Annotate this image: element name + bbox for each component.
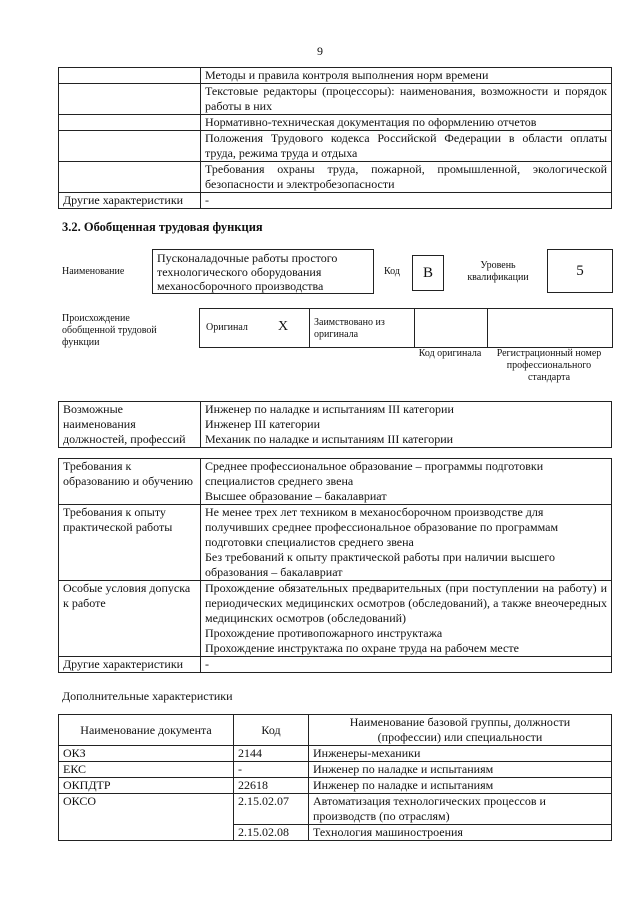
- original-mark: Х: [278, 319, 289, 334]
- table-row: [59, 794, 612, 825]
- experience-list: [201, 505, 612, 581]
- table-cell: Автоматизация технологических процессов и производств (по отраслям): [309, 794, 612, 825]
- table-cell: [59, 115, 201, 131]
- table-row: [59, 162, 612, 193]
- divider: [487, 309, 488, 347]
- list-item: Не менее трех лет техником в механосборочном производстве для получивших среднее профессиональное образование по программам подготовки специалистов среднего звена: [205, 505, 559, 549]
- divider: [309, 309, 310, 347]
- table-row: [59, 84, 612, 115]
- table-cell: Текстовые редакторы (процессоры): наименования, возможности и порядок работы в них: [201, 84, 612, 115]
- positions-table: [58, 401, 612, 448]
- table-cell: [59, 68, 201, 84]
- table-row: [59, 581, 612, 657]
- table-row: [59, 402, 612, 448]
- table-cell: Технология машиностроения: [309, 825, 612, 841]
- table-cell: Положения Трудового кодекса Российской Федерации в области оплаты труда, режима труда и отдыха: [201, 131, 612, 162]
- level-value-box: 5: [547, 249, 613, 293]
- positions-list: [201, 402, 612, 448]
- origin-label: Происхождение обобщенной трудовой функции: [62, 313, 157, 348]
- header-cell: Наименование документа: [59, 715, 234, 746]
- table-cell: Инженеры-механики: [309, 746, 612, 762]
- code-value-box: В: [412, 255, 444, 291]
- table-row: [59, 762, 612, 778]
- list-item: Прохождение обязательных предварительных (при поступлении на работу) и периодических медицинских осмотров (обследований), а также внеочередных медицинских осмотров (обследований): [205, 581, 607, 625]
- header-cell: Наименование базовой группы, должности (профессии) или специальности: [309, 715, 612, 746]
- level-label: Уровень квалификации: [467, 260, 529, 283]
- table-row: [59, 131, 612, 162]
- table-header-row: [59, 715, 612, 746]
- special-conditions-list: [201, 581, 612, 657]
- table-cell: ОКПДТР: [59, 778, 234, 794]
- table-row: [59, 115, 612, 131]
- list-item: Без требований к опыту практической работы при наличии высшего образования – бакалавриат: [205, 550, 555, 579]
- table-cell: Требования охраны труда, пожарной, промышленной, экологической безопасности и электробезопасности: [201, 162, 612, 193]
- list-item: Прохождение инструктажа по охране труда на рабочем месте: [205, 641, 519, 655]
- list-item: Механик по наладке и испытаниям III категории: [205, 432, 454, 446]
- table-cell: -: [234, 762, 309, 778]
- special-conditions-label: Особые условия допуска к работе: [59, 581, 201, 657]
- education-list: [201, 459, 612, 505]
- section-title: 3.2. Обобщенная трудовая функция: [62, 220, 263, 234]
- list-item: Прохождение противопожарного инструктажа: [205, 626, 443, 640]
- education-label: Требования к образованию и обучению: [59, 459, 201, 505]
- origin-box: [199, 308, 613, 348]
- table-cell: 2.15.02.07: [234, 794, 309, 825]
- experience-label: Требования к опыту практической работы: [59, 505, 201, 581]
- table-cell: ЕКС: [59, 762, 234, 778]
- list-item: Среднее профессиональное образование – программы подготовки специалистов среднего звена: [205, 459, 544, 488]
- table-row: [59, 459, 612, 505]
- table-cell: ОКСО: [59, 794, 234, 841]
- table-cell: Нормативно-техническая документация по оформлению отчетов: [201, 115, 612, 131]
- other-characteristics-label: Другие характеристики: [59, 657, 201, 673]
- table-cell: Инженер по наладке и испытаниям: [309, 762, 612, 778]
- table-cell: Методы и правила контроля выполнения норм времени: [201, 68, 612, 84]
- other-characteristics-value: -: [201, 657, 612, 673]
- header-cell: Код: [234, 715, 309, 746]
- table-cell: 2.15.02.08: [234, 825, 309, 841]
- name-label: Наименование: [62, 266, 125, 277]
- list-item: Инженер III категории: [205, 417, 320, 431]
- table-row: [59, 746, 612, 762]
- other-characteristics-label: Другие характеристики: [59, 193, 201, 209]
- list-item: Инженер по наладке и испытаниям III категории: [205, 402, 454, 416]
- table-cell: [59, 131, 201, 162]
- table-cell: ОКЗ: [59, 746, 234, 762]
- additional-title: Дополнительные характеристики: [62, 689, 233, 703]
- table-row: [59, 778, 612, 794]
- table-row: [59, 193, 612, 209]
- code-label: Код: [384, 266, 400, 277]
- requirements-table: [58, 458, 612, 673]
- table-row: [59, 68, 612, 84]
- code-original-caption: Код оригинала: [418, 348, 482, 359]
- additional-table: [58, 714, 612, 841]
- table-cell: Инженер по наладке и испытаниям: [309, 778, 612, 794]
- table-row: [59, 505, 612, 581]
- table-cell: 22618: [234, 778, 309, 794]
- page-number: 9: [317, 44, 323, 58]
- reg-number-caption: Регистрационный номер профессионального стандарта: [496, 348, 602, 383]
- divider: [414, 309, 415, 347]
- table-row: [59, 657, 612, 673]
- function-name-box: Пусконаладочные работы простого технологического оборудования механосборочного производства: [152, 249, 374, 294]
- table-cell: 2144: [234, 746, 309, 762]
- table-cell: [59, 84, 201, 115]
- positions-label: Возможные наименования должностей, профессий: [59, 402, 201, 448]
- other-characteristics-value: -: [201, 193, 612, 209]
- borrowed-label: Заимствовано из оригинала: [314, 317, 385, 340]
- original-label: Оригинал: [206, 322, 248, 333]
- table-cell: [59, 162, 201, 193]
- knowledge-table: [58, 67, 612, 209]
- list-item: Высшее образование – бакалавриат: [205, 489, 387, 503]
